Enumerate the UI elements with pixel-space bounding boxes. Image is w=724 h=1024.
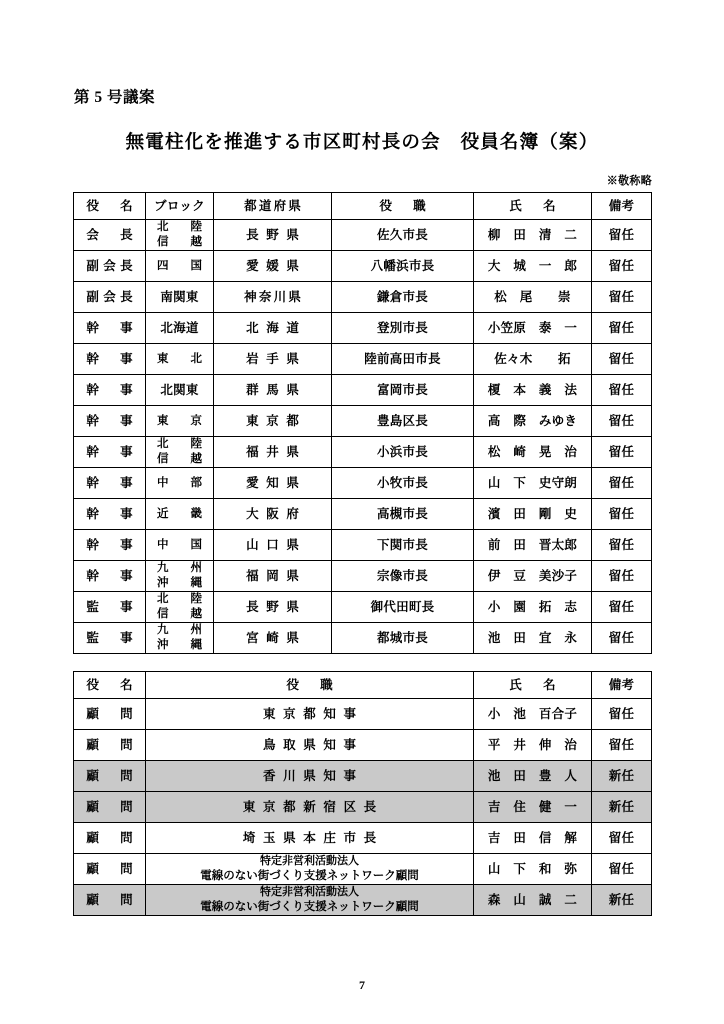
cell-block: 北海道 [146,313,214,344]
cell-post: 東 京 都 新 宿 区 長 [146,792,474,823]
cell-role: 幹 事 [74,468,146,499]
cell-name: 山 下 史守朗 [474,468,592,499]
cell-role: 幹 事 [74,344,146,375]
cell-role: 監 事 [74,592,146,623]
cell-prefecture: 北 海 道 [214,313,332,344]
table-row [74,375,652,406]
cell-post: 埼 玉 県 本 庄 市 長 [146,823,474,854]
cell-role: 幹 事 [74,530,146,561]
cell-post: 東 京 都 知 事 [146,699,474,730]
cell-note: 新任 [592,792,652,823]
table-row [74,823,652,854]
cell-name: 小 池 百合子 [474,699,592,730]
table-row [74,699,652,730]
header-block: ブロック [146,193,214,220]
table-row [74,313,652,344]
cell-block [146,530,214,561]
cell-role: 副会長 [74,251,146,282]
block-char: 国 [190,538,202,551]
cell-name: 松 尾 崇 [474,282,592,313]
cell-post: 宗像市長 [332,561,474,592]
header-post: 役 職 [332,193,474,220]
table-row [74,282,652,313]
block-char: 京 [190,414,202,427]
table-row [74,530,652,561]
cell-note: 留任 [592,823,652,854]
block-char: 陸 [190,438,202,451]
cell-post: 陸前高田市長 [332,344,474,375]
cell-note: 留任 [592,251,652,282]
block-char: 越 [190,453,202,466]
cell-block [146,220,214,251]
cell-post: 御代田町長 [332,592,474,623]
cell-role: 顧 問 [74,885,146,916]
block-char: 国 [190,259,202,272]
block-char: 四 [157,259,169,272]
cell-role: 顧 問 [74,854,146,885]
cell-prefecture: 神奈川県 [214,282,332,313]
block-char: 信 [157,453,169,466]
cell-name: 前 田 晋太郎 [474,530,592,561]
block-char: 北 [190,352,202,365]
cell-block [146,561,214,592]
block-char: 沖 [157,577,169,590]
table-row [74,406,652,437]
header-role: 役 名 [74,672,146,699]
cell-name: 松 崎 晃 治 [474,437,592,468]
cell-name: 大 城 一 郎 [474,251,592,282]
officers-table [73,192,652,654]
header-role: 役 名 [74,193,146,220]
honorific-omitted-note: ※敬称略 [606,175,652,187]
cell-post: 佐久市長 [332,220,474,251]
cell-name: 榎 本 義 法 [474,375,592,406]
table-row [74,344,652,375]
cell-role: 幹 事 [74,313,146,344]
agenda-number: 第 5 号議案 [74,89,156,106]
cell-name: 高 際 みゆき [474,406,592,437]
cell-prefecture: 福 井 県 [214,437,332,468]
cell-block [146,251,214,282]
cell-note: 留任 [592,437,652,468]
cell-name: 森 山 誠 二 [474,885,592,916]
advisors-table-header-row [74,672,652,699]
block-char: 北 [157,438,169,451]
cell-post-line1: 特定非営利活動法人 [260,854,359,867]
cell-post-line2: 電線のない街づくり支援ネットワーク顧問 [200,900,419,913]
cell-prefecture: 長 野 県 [214,592,332,623]
block-char: 九 [157,624,169,637]
table-row [74,885,652,916]
cell-block: 北関東 [146,375,214,406]
cell-post: 香 川 県 知 事 [146,761,474,792]
block-char: 中 [157,538,169,551]
cell-name: 池 田 宜 永 [474,623,592,654]
table-row [74,561,652,592]
page-title: 無電柱化を推進する市区町村長の会 役員名簿（案） [125,133,599,153]
cell-note: 留任 [592,530,652,561]
table-row [74,220,652,251]
cell-block [146,499,214,530]
cell-role: 顧 問 [74,823,146,854]
page-number: 7 [359,978,365,992]
cell-prefecture: 愛 媛 県 [214,251,332,282]
cell-post: 富岡市長 [332,375,474,406]
cell-block [146,344,214,375]
officers-table-header-row [74,193,652,220]
cell-role: 幹 事 [74,406,146,437]
cell-name: 吉 田 信 解 [474,823,592,854]
cell-name: 佐々木 拓 [474,344,592,375]
cell-post: 登別市長 [332,313,474,344]
cell-name: 柳 田 清 二 [474,220,592,251]
cell-block [146,437,214,468]
block-char: 中 [157,476,169,489]
block-char: 信 [157,608,169,621]
header-note: 備考 [592,193,652,220]
cell-role: 顧 問 [74,699,146,730]
cell-post: 下関市長 [332,530,474,561]
advisors-table [73,671,652,916]
block-char: 近 [157,507,169,520]
cell-note: 留任 [592,592,652,623]
block-char: 北 [157,593,169,606]
cell-note: 留任 [592,561,652,592]
cell-name: 吉 住 健 一 [474,792,592,823]
cell-post [146,885,474,916]
block-char: 東 [157,352,169,365]
cell-note: 留任 [592,220,652,251]
block-char: 越 [190,608,202,621]
cell-note: 新任 [592,761,652,792]
table-row [74,792,652,823]
block-char: 九 [157,562,169,575]
cell-prefecture: 岩 手 県 [214,344,332,375]
cell-post: 鳥 取 県 知 事 [146,730,474,761]
table-row [74,854,652,885]
header-note: 備考 [592,672,652,699]
cell-name: 伊 豆 美沙子 [474,561,592,592]
cell-note: 留任 [592,313,652,344]
table-row [74,437,652,468]
header-post: 役 職 [146,672,474,699]
block-char: 陸 [190,221,202,234]
cell-role: 顧 問 [74,761,146,792]
cell-note: 留任 [592,375,652,406]
block-char: 信 [157,236,169,249]
cell-name: 濱 田 剛 史 [474,499,592,530]
block-char: 縄 [190,639,202,652]
cell-note: 留任 [592,406,652,437]
cell-note: 留任 [592,623,652,654]
cell-note: 留任 [592,344,652,375]
cell-role: 副会長 [74,282,146,313]
block-char: 沖 [157,639,169,652]
table-row [74,499,652,530]
cell-block [146,406,214,437]
cell-role: 幹 事 [74,499,146,530]
cell-role: 幹 事 [74,561,146,592]
table-row [74,251,652,282]
header-prefecture: 都道府県 [214,193,332,220]
cell-post: 小浜市長 [332,437,474,468]
block-char: 畿 [190,507,202,520]
cell-role: 顧 問 [74,730,146,761]
header-name: 氏 名 [474,672,592,699]
block-char: 越 [190,236,202,249]
cell-prefecture: 福 岡 県 [214,561,332,592]
cell-note: 留任 [592,730,652,761]
cell-role: 幹 事 [74,375,146,406]
cell-prefecture: 大 阪 府 [214,499,332,530]
cell-prefecture: 山 口 県 [214,530,332,561]
cell-name: 小笠原 泰 一 [474,313,592,344]
cell-block [146,468,214,499]
cell-post-line2: 電線のない街づくり支援ネットワーク顧問 [200,869,419,882]
block-char: 縄 [190,577,202,590]
cell-post [146,854,474,885]
cell-prefecture: 宮 崎 県 [214,623,332,654]
block-char: 州 [190,562,202,575]
cell-note: 留任 [592,854,652,885]
cell-name: 池 田 豊 人 [474,761,592,792]
cell-post: 小牧市長 [332,468,474,499]
table-row [74,468,652,499]
cell-prefecture: 東 京 都 [214,406,332,437]
cell-role: 監 事 [74,623,146,654]
cell-name: 平 井 伸 治 [474,730,592,761]
cell-role: 会 長 [74,220,146,251]
table-row [74,761,652,792]
cell-block: 南関東 [146,282,214,313]
cell-post: 鎌倉市長 [332,282,474,313]
cell-role: 幹 事 [74,437,146,468]
block-char: 部 [190,476,202,489]
cell-post: 高槻市長 [332,499,474,530]
cell-post: 都城市長 [332,623,474,654]
table-row [74,592,652,623]
cell-name: 小 園 拓 志 [474,592,592,623]
block-char: 北 [157,221,169,234]
cell-post-line1: 特定非営利活動法人 [260,885,359,898]
cell-note: 留任 [592,699,652,730]
cell-block [146,623,214,654]
block-char: 陸 [190,593,202,606]
cell-note: 留任 [592,282,652,313]
cell-prefecture: 長 野 県 [214,220,332,251]
table-row [74,730,652,761]
cell-prefecture: 群 馬 県 [214,375,332,406]
header-name: 氏 名 [474,193,592,220]
cell-note: 留任 [592,468,652,499]
cell-post: 八幡浜市長 [332,251,474,282]
cell-note: 新任 [592,885,652,916]
cell-block [146,592,214,623]
block-char: 東 [157,414,169,427]
cell-name: 山 下 和 弥 [474,854,592,885]
table-row [74,623,652,654]
cell-role: 顧 問 [74,792,146,823]
cell-note: 留任 [592,499,652,530]
cell-prefecture: 愛 知 県 [214,468,332,499]
cell-post: 豊島区長 [332,406,474,437]
block-char: 州 [190,624,202,637]
